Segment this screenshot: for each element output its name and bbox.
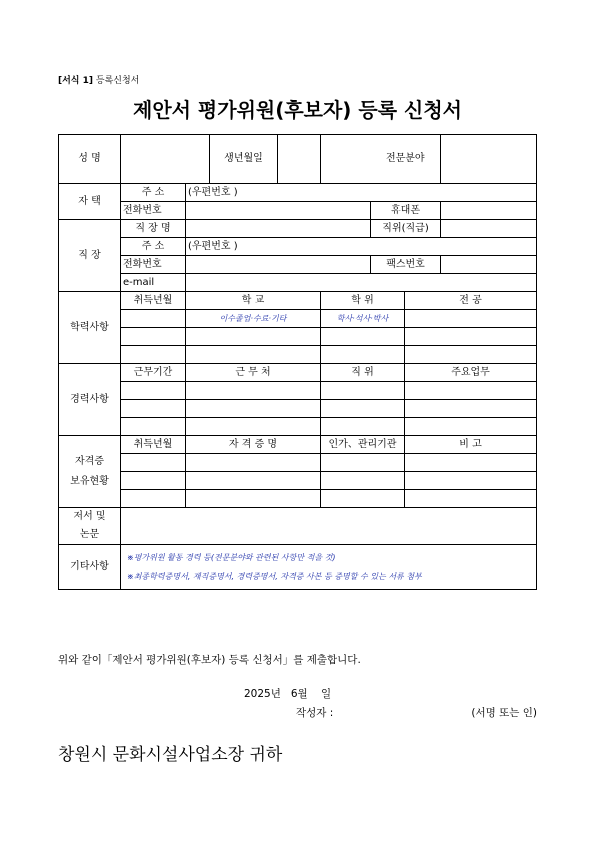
license-header-agency: 인가、관리기관	[321, 436, 405, 454]
home-address-label: 주 소	[121, 184, 186, 202]
name-input[interactable]	[121, 135, 210, 184]
career-cell[interactable]	[321, 418, 405, 436]
work-address-label: 주 소	[121, 238, 186, 256]
work-position-input[interactable]	[441, 220, 537, 238]
work-fax-label: 팩스번호	[371, 256, 441, 274]
work-email-input[interactable]	[186, 274, 537, 292]
education-school-hint[interactable]: 이수졸업·수료·기타	[186, 310, 321, 328]
field-input[interactable]	[441, 135, 537, 184]
career-header-workplace: 근 무 처	[186, 364, 321, 382]
career-cell[interactable]	[321, 400, 405, 418]
addressee: 창원시 문화시설사업소장 귀하	[58, 745, 283, 765]
form-number	[58, 73, 139, 86]
signature-label: (서명 또는 인)	[471, 707, 537, 719]
license-header-note: 비 고	[405, 436, 537, 454]
work-company-label: 직 장 명	[121, 220, 186, 238]
career-header-period: 근무기간	[121, 364, 186, 382]
work-position-label: 직위(직급)	[371, 220, 441, 238]
education-cell[interactable]	[186, 346, 321, 364]
license-cell[interactable]	[121, 454, 186, 472]
home-mobile-input[interactable]	[441, 202, 537, 220]
education-cell[interactable]	[321, 328, 405, 346]
home-address-input[interactable]: (우편번호 )	[186, 184, 537, 202]
license-cell[interactable]	[121, 472, 186, 490]
document-title: 제안서 평가위원(후보자) 등록 신청서	[133, 98, 462, 122]
career-header-duty: 주요업무	[405, 364, 537, 382]
education-cell[interactable]	[321, 346, 405, 364]
education-label: 학력사항	[59, 292, 121, 364]
license-cell[interactable]	[405, 490, 537, 508]
work-address-input[interactable]: (우편번호 )	[186, 238, 537, 256]
papers-input[interactable]	[121, 508, 537, 545]
work-label: 직 장	[59, 220, 121, 292]
license-header-name: 자 격 증 명	[186, 436, 321, 454]
license-label-line2: 보유현황	[70, 475, 109, 487]
work-company-input[interactable]	[186, 220, 371, 238]
author-label: 작성자 :	[296, 707, 334, 719]
education-cell[interactable]	[186, 328, 321, 346]
license-label	[59, 436, 121, 508]
education-header-degree: 학 위	[321, 292, 405, 310]
etc-note-1: ※평가위원 활동 경력 등(전문분야와 관련된 사항만 적을 것)	[127, 553, 336, 562]
birth-label: 생년월일	[210, 135, 278, 184]
papers-label-line2: 논문	[79, 529, 100, 540]
career-cell[interactable]	[405, 382, 537, 400]
home-phone-input[interactable]	[186, 202, 371, 220]
home-mobile-label: 휴대폰	[371, 202, 441, 220]
work-fax-input[interactable]	[441, 256, 537, 274]
career-cell[interactable]	[121, 382, 186, 400]
license-cell[interactable]	[321, 490, 405, 508]
papers-label	[59, 508, 121, 545]
career-cell[interactable]	[186, 418, 321, 436]
license-cell[interactable]	[405, 472, 537, 490]
education-cell[interactable]	[405, 310, 537, 328]
submission-date: 2025년 6월 일	[244, 688, 332, 700]
etc-note-2: ※최종학력증명서, 재직증명서, 경력증명서, 자격증 사본 등 증명할 수 있는 서류 첨부	[127, 572, 422, 581]
education-cell[interactable]	[121, 310, 186, 328]
home-phone-label: 전화번호	[121, 202, 186, 220]
license-cell[interactable]	[186, 472, 321, 490]
license-cell[interactable]	[186, 454, 321, 472]
work-email-label: e-mail	[121, 274, 186, 292]
license-cell[interactable]	[321, 454, 405, 472]
name-label: 성 명	[59, 135, 121, 184]
form-number-bold: [서식 1]	[58, 76, 94, 86]
education-header-major: 전 공	[405, 292, 537, 310]
career-cell[interactable]	[121, 400, 186, 418]
education-cell[interactable]	[121, 346, 186, 364]
registration-form-table	[58, 134, 537, 590]
education-degree-hint[interactable]: 학사·석사·박사	[321, 310, 405, 328]
career-cell[interactable]	[186, 382, 321, 400]
career-label: 경력사항	[59, 364, 121, 436]
birth-spacer	[321, 135, 371, 184]
papers-label-line1: 저서 및	[73, 511, 106, 522]
license-label-line1: 자격증	[75, 455, 104, 467]
etc-label: 기타사항	[59, 545, 121, 590]
license-cell[interactable]	[405, 454, 537, 472]
education-cell[interactable]	[121, 328, 186, 346]
home-label: 자 택	[59, 184, 121, 220]
education-cell[interactable]	[405, 328, 537, 346]
form-number-text: 등록신청서	[95, 76, 140, 86]
work-phone-label: 전화번호	[121, 256, 186, 274]
submission-statement: 위와 같이「제안서 평가위원(후보자) 등록 신청서」를 제출합니다.	[58, 654, 361, 666]
birth-input[interactable]	[278, 135, 321, 184]
career-cell[interactable]	[405, 400, 537, 418]
work-phone-input[interactable]	[186, 256, 371, 274]
etc-notes[interactable]	[121, 545, 537, 590]
license-cell[interactable]	[186, 490, 321, 508]
license-header-date: 취득년월	[121, 436, 186, 454]
career-cell[interactable]	[186, 400, 321, 418]
field-label: 전문분야	[371, 135, 441, 184]
license-cell[interactable]	[121, 490, 186, 508]
education-header-date: 취득년월	[121, 292, 186, 310]
career-cell[interactable]	[405, 418, 537, 436]
career-header-position: 직 위	[321, 364, 405, 382]
education-header-school: 학 교	[186, 292, 321, 310]
education-cell[interactable]	[405, 346, 537, 364]
license-cell[interactable]	[321, 472, 405, 490]
career-cell[interactable]	[321, 382, 405, 400]
career-cell[interactable]	[121, 418, 186, 436]
